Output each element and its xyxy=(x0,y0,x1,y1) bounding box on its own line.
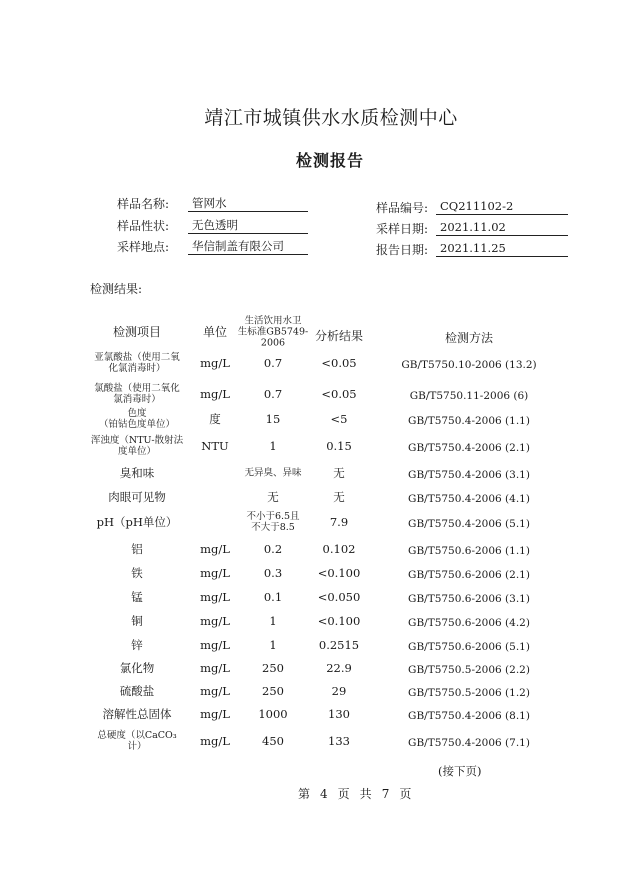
cell-item: 硫酸盐 xyxy=(119,684,155,698)
organization-title: 靖江市城镇供水水质检测中心 xyxy=(204,107,458,129)
header-standard: 生活饮用水卫 生标准GB5749- 2006 xyxy=(237,315,309,349)
cell-result: 无 xyxy=(333,490,345,504)
page-number: 4 xyxy=(320,787,328,801)
cell-unit: mg/L xyxy=(200,387,230,401)
cell-standard: 0.7 xyxy=(263,387,283,401)
sampling-date-label: 采样日期: xyxy=(376,222,429,236)
cell-result: 133 xyxy=(328,734,350,748)
cell-unit: mg/L xyxy=(200,661,230,675)
cell-result: 0.102 xyxy=(322,542,356,556)
cell-unit: mg/L xyxy=(200,638,230,652)
cell-method: GB/T5750.6-2006 (4.2) xyxy=(408,617,530,629)
cell-method: GB/T5750.4-2006 (7.1) xyxy=(408,737,530,749)
cell-standard: 250 xyxy=(262,661,284,675)
cell-item: 浑浊度（NTU-散射法 度单位） xyxy=(90,435,184,457)
cell-item: 氯化物 xyxy=(119,661,155,675)
header-method: 检测方法 xyxy=(444,331,494,345)
cell-standard: 1 xyxy=(269,638,277,652)
sample-name-value: 管网水 xyxy=(192,196,227,210)
cell-result: 0.2515 xyxy=(318,638,360,652)
cell-item: 铁 xyxy=(131,566,143,580)
cell-unit: mg/L xyxy=(200,590,230,604)
cell-unit: mg/L xyxy=(200,734,230,748)
results-label: 检测结果: xyxy=(90,282,143,296)
cell-method: GB/T5750.11-2006 (6) xyxy=(409,390,529,402)
header-item: 检测项目 xyxy=(112,325,162,339)
cell-method: GB/T5750.10-2006 (13.2) xyxy=(401,359,537,371)
report-title: 检测报告 xyxy=(295,151,365,170)
cell-result: <5 xyxy=(330,412,348,426)
sampling-location-label: 采样地点: xyxy=(117,240,170,254)
cell-unit: mg/L xyxy=(200,614,230,628)
cell-standard: 1 xyxy=(269,439,277,453)
cell-unit: mg/L xyxy=(200,542,230,556)
cell-result: 无 xyxy=(333,466,345,480)
cell-item: 铝 xyxy=(131,542,143,556)
report-date-label: 报告日期: xyxy=(376,243,429,257)
sample-number-label: 样品编号: xyxy=(376,201,429,215)
cell-standard: 无 xyxy=(267,490,279,504)
cell-method: GB/T5750.6-2006 (5.1) xyxy=(408,641,530,653)
cell-standard: 0.7 xyxy=(263,356,283,370)
sampling-location-value: 华信制盖有限公司 xyxy=(192,239,284,253)
cell-result: 0.15 xyxy=(326,439,352,453)
cell-result: <0.100 xyxy=(317,566,361,580)
cell-standard: 1000 xyxy=(258,707,288,721)
cell-standard: 不小于6.5且 不大于8.5 xyxy=(246,511,300,533)
cell-unit: NTU xyxy=(201,439,229,453)
page-total: 7 xyxy=(381,787,390,801)
cell-method: GB/T5750.4-2006 (2.1) xyxy=(408,442,530,454)
cell-result: <0.05 xyxy=(321,356,357,370)
cell-method: GB/T5750.5-2006 (2.2) xyxy=(408,664,530,676)
cell-result: 130 xyxy=(328,707,350,721)
cell-method: GB/T5750.4-2006 (8.1) xyxy=(408,710,530,722)
cell-unit: mg/L xyxy=(200,566,230,580)
cell-method: GB/T5750.4-2006 (5.1) xyxy=(408,518,530,530)
sample-state-value: 无色透明 xyxy=(192,218,238,232)
report-date-value: 2021.11.25 xyxy=(440,241,506,255)
sampling-date-value: 2021.11.02 xyxy=(440,220,506,234)
cell-item: 溶解性总固体 xyxy=(102,707,172,721)
cell-method: GB/T5750.6-2006 (3.1) xyxy=(408,593,530,605)
header-unit: 单位 xyxy=(202,325,228,339)
cell-standard: 0.3 xyxy=(263,566,283,580)
header-result: 分析结果 xyxy=(314,329,364,343)
cell-item: 锌 xyxy=(131,638,143,652)
cell-result: <0.05 xyxy=(321,387,357,401)
cell-item: 臭和味 xyxy=(119,466,155,480)
cell-standard: 1 xyxy=(269,614,277,628)
cell-result: 22.9 xyxy=(326,661,352,675)
cell-result: 29 xyxy=(331,684,347,698)
page-footer: 第 4 页 共 7 页 xyxy=(298,787,412,801)
sample-name-label: 样品名称: xyxy=(117,197,170,211)
cell-item: 铜 xyxy=(131,614,143,628)
cell-result: <0.100 xyxy=(317,614,361,628)
cell-method: GB/T5750.4-2006 (3.1) xyxy=(408,469,530,481)
cell-unit: mg/L xyxy=(200,684,230,698)
cell-method: GB/T5750.4-2006 (4.1) xyxy=(408,493,530,505)
continued-note: (接下页) xyxy=(438,764,482,778)
cell-result: <0.050 xyxy=(317,590,361,604)
cell-standard: 450 xyxy=(262,734,284,748)
cell-item: 氯酸盐（使用二氧化 氯消毒时） xyxy=(94,383,180,405)
cell-unit: mg/L xyxy=(200,356,230,370)
cell-method: GB/T5750.4-2006 (1.1) xyxy=(408,415,530,427)
cell-standard: 无异臭、异味 xyxy=(244,467,302,479)
sample-number-value: CQ211102-2 xyxy=(440,199,514,213)
cell-unit: mg/L xyxy=(200,707,230,721)
cell-item: 色度 （铂钴色度单位） xyxy=(98,408,176,430)
sample-state-label: 样品性状: xyxy=(117,219,170,233)
cell-standard: 15 xyxy=(265,412,281,426)
cell-standard: 0.1 xyxy=(263,590,283,604)
cell-item: 肉眼可见物 xyxy=(108,490,166,504)
cell-result: 7.9 xyxy=(329,515,349,529)
cell-method: GB/T5750.5-2006 (1.2) xyxy=(408,687,530,699)
cell-method: GB/T5750.6-2006 (2.1) xyxy=(408,569,530,581)
cell-method: GB/T5750.6-2006 (1.1) xyxy=(408,545,530,557)
cell-item: pH（pH单位） xyxy=(96,515,178,529)
cell-standard: 250 xyxy=(262,684,284,698)
cell-item: 总硬度（以CaCO₃ 计） xyxy=(97,730,177,752)
cell-item: 锰 xyxy=(131,590,143,604)
cell-unit: 度 xyxy=(209,412,221,426)
cell-standard: 0.2 xyxy=(263,542,283,556)
cell-item: 亚氯酸盐（使用二氧 化氯消毒时） xyxy=(94,352,180,374)
